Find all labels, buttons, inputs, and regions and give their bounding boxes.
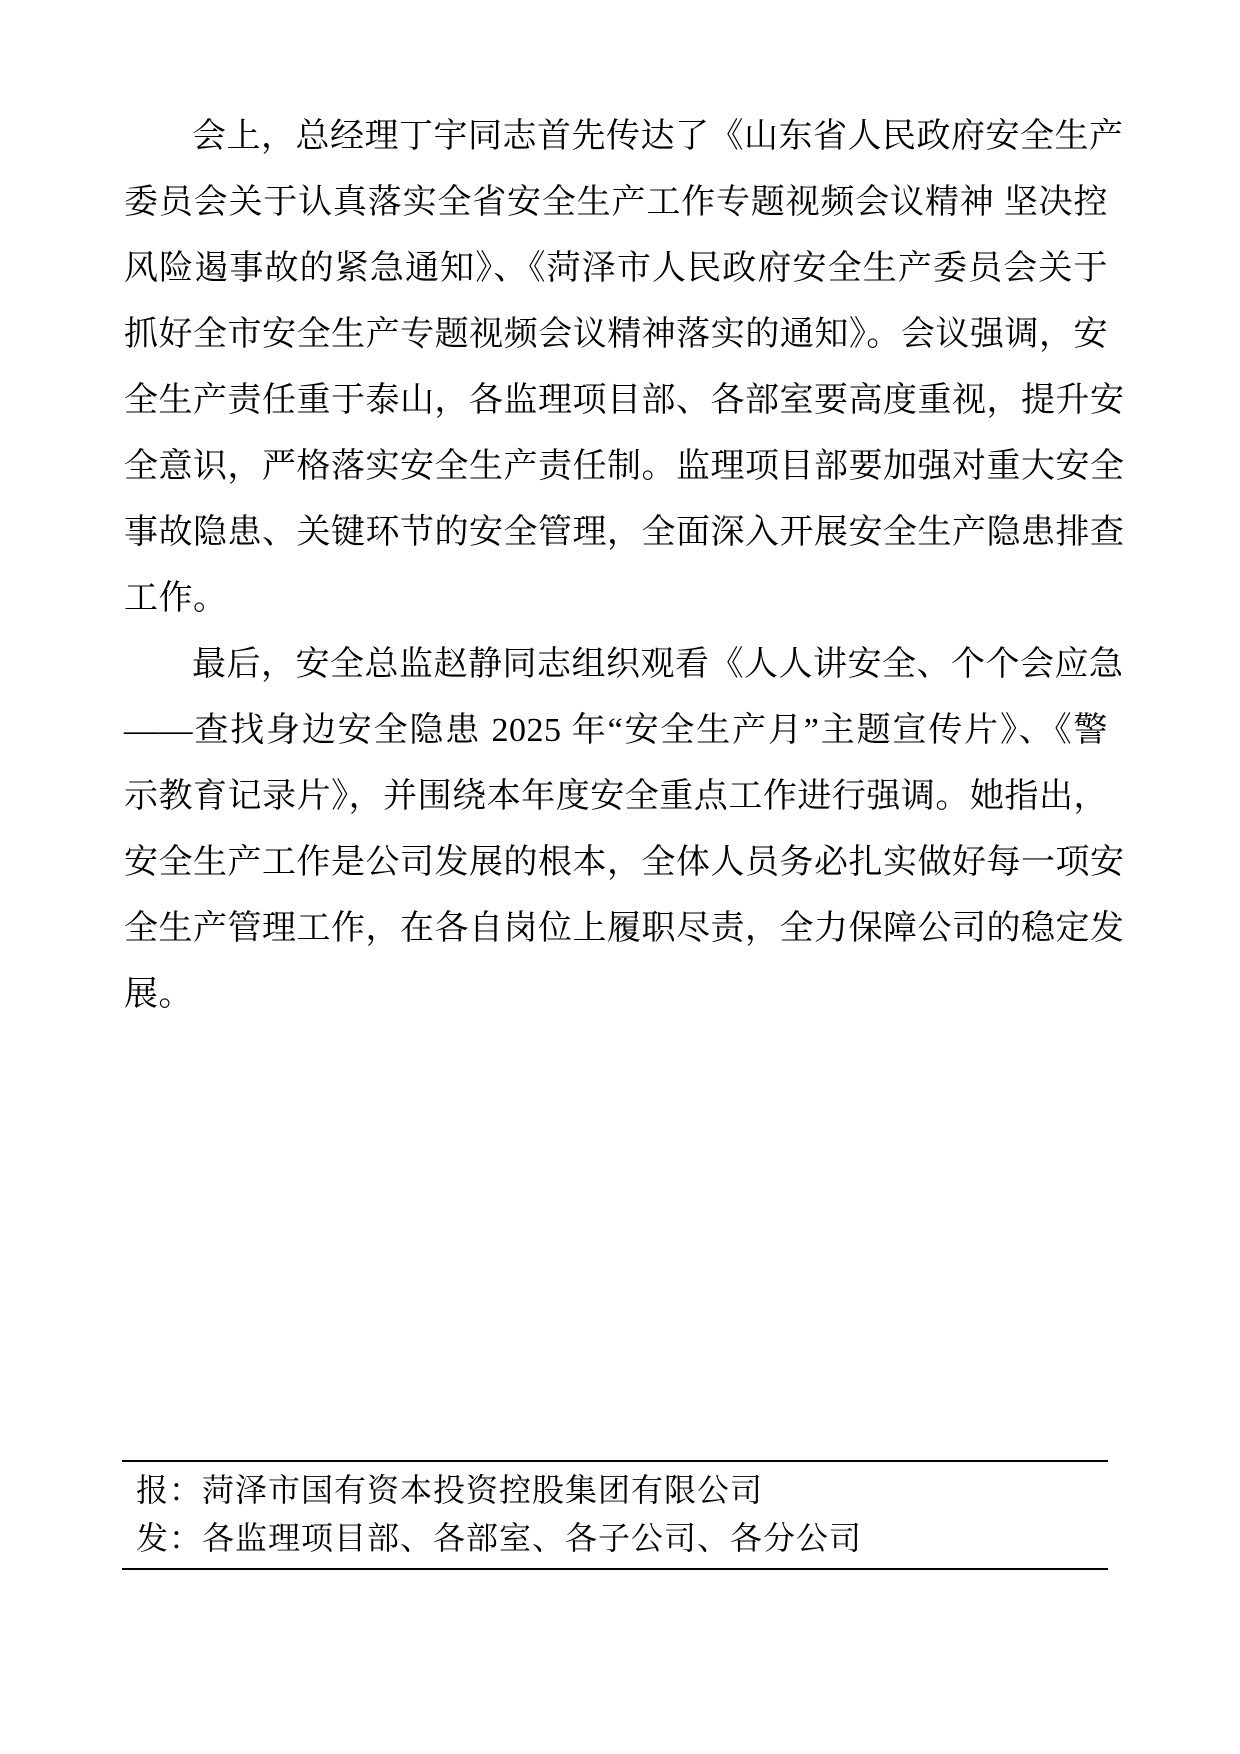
paragraph-2-line-1: 最后，安全总监赵静同志组织观看《人人讲安全、个个会应急: [192, 646, 1124, 683]
footer-report-line: 报：菏泽市国有资本投资控股集团有限公司: [136, 1472, 764, 1508]
distribution-footer: [122, 1460, 1108, 1570]
paragraph-1-line-1: 会上，总经理丁宇同志首先传达了《山东省人民政府安全生产: [192, 118, 1124, 155]
paragraph-1-line-5: 全生产责任重于泰山，各监理项目部、各部室要高度重视，提升安: [124, 382, 1125, 419]
paragraph-1-line-8: 工作。: [124, 580, 228, 617]
footer-distribution-line: 发：各监理项目部、各部室、各子公司、各分公司: [136, 1520, 863, 1556]
paragraph-2-line-3: 示教育记录片》，并围绕本年度安全重点工作进行强调。她指出，: [124, 778, 1108, 815]
paragraph-1-line-3: 风险遏事故的紧急通知》、《菏泽市人民政府安全生产委员会关于: [124, 250, 1108, 287]
paragraph-2-line-2: ——查找身边安全隐患 2025 年“安全生产月”主题宣传片》、《警: [124, 712, 1108, 749]
paragraph-2-line-6: 展。: [124, 976, 193, 1013]
paragraph-1-line-4: 抓好全市安全生产专题视频会议精神落实的通知》。会议强调，安: [124, 316, 1108, 353]
paragraph-1-line-7: 事故隐患、关键环节的安全管理，全面深入开展安全生产隐患排查: [124, 514, 1125, 551]
document-body: [124, 104, 1125, 1028]
paragraph-2-line-5: 全生产管理工作，在各自岗位上履职尽责，全力保障公司的稳定发: [124, 910, 1125, 947]
paragraph-1-line-2: 委员会关于认真落实全省安全生产工作专题视频会议精神 坚决控: [124, 184, 1108, 221]
paragraph-1-line-6: 全意识，严格落实安全生产责任制。监理项目部要加强对重大安全: [124, 448, 1125, 485]
paragraph-2-line-4: 安全生产工作是公司发展的根本，全体人员务必扎实做好每一项安: [124, 844, 1125, 881]
